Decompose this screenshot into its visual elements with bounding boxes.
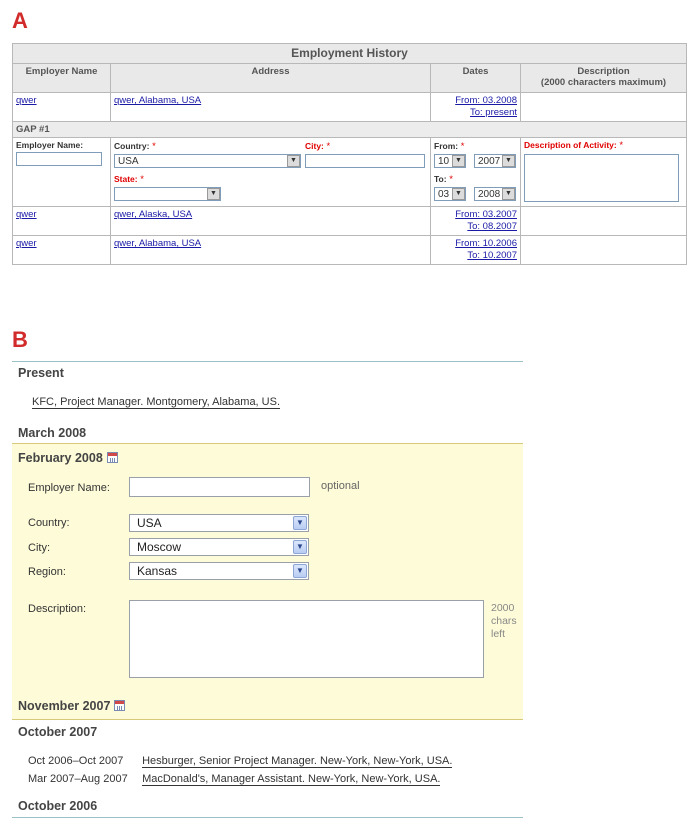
divider	[12, 817, 523, 818]
country-select[interactable]	[129, 514, 309, 532]
gap-employer-label: Employer Name:	[16, 140, 84, 150]
october-2006-title: October 2006	[18, 799, 98, 813]
gap-state-label: State:	[114, 174, 138, 184]
gap-description-textarea[interactable]	[524, 154, 679, 202]
gap-to-year-value: 2008	[478, 189, 501, 200]
gap-to-year-select[interactable]	[474, 187, 516, 201]
country-value: USA	[137, 516, 162, 530]
country-label: Country:	[28, 517, 70, 529]
gap-city-input[interactable]	[305, 154, 425, 168]
chevron-down-icon: ▼	[287, 155, 300, 167]
to-date-link[interactable]: To: present	[470, 107, 517, 118]
divider	[12, 361, 523, 362]
chars-left-count: 2000	[491, 602, 515, 614]
gap-to-month-value: 03	[438, 189, 450, 200]
present-entry[interactable]	[32, 396, 280, 408]
from-date-link[interactable]: From: 10.2006	[455, 238, 517, 249]
employer-name-label: Employer Name:	[28, 482, 110, 494]
panel-a-label: A	[12, 8, 28, 33]
chevron-down-icon: ▼	[293, 540, 307, 554]
gap-from-year-value: 2007	[478, 156, 501, 167]
chevron-down-icon: ▼	[452, 188, 465, 200]
col-dates-header: Dates	[431, 64, 521, 93]
gap-employer-input[interactable]	[16, 152, 102, 166]
employer-link[interactable]: qwer	[16, 95, 37, 106]
february-2008-title	[12, 451, 124, 465]
address-link[interactable]: qwer, Alabama, USA	[114, 95, 202, 106]
gap-to-label: To:	[434, 174, 447, 184]
region-select[interactable]	[129, 562, 309, 580]
chars-left-unit: chars	[491, 615, 517, 627]
city-label: City:	[28, 542, 50, 554]
gap-city-label: City:	[305, 141, 324, 151]
gap-state-select[interactable]	[114, 187, 221, 201]
gap-from-label: From:	[434, 141, 459, 151]
gap-from-year-select[interactable]	[474, 154, 516, 168]
entry-link[interactable]: MacDonald's, Manager Assistant. New-York, New-York, USA.	[142, 773, 441, 785]
required-mark: *	[140, 174, 144, 185]
col-address-header: Address	[111, 64, 431, 93]
march-2008-title: March 2008	[18, 426, 87, 440]
employment-history-table	[12, 43, 687, 265]
description-textarea[interactable]	[129, 600, 484, 678]
gap-to-month-select[interactable]	[434, 187, 466, 201]
chars-left-counter	[491, 602, 517, 641]
gap-country-label: Country:	[114, 141, 150, 151]
panel-b-label: B	[12, 327, 28, 352]
october-2007-title: October 2007	[18, 725, 98, 739]
gap-form-row	[13, 138, 687, 207]
description-cell	[521, 207, 687, 236]
timeline-entry	[28, 773, 440, 785]
required-mark: *	[619, 140, 624, 151]
description-header-label: Description	[577, 66, 630, 77]
description-label: Description:	[28, 603, 87, 615]
employer-name-input[interactable]	[129, 477, 310, 497]
col-description-header	[521, 64, 687, 93]
chevron-down-icon: ▼	[293, 564, 307, 578]
gap-title: GAP #1	[13, 122, 687, 138]
present-entry-link[interactable]: KFC, Project Manager. Montgomery, Alabama, US.	[32, 396, 281, 408]
city-select[interactable]	[129, 538, 309, 556]
entry-date-range: Oct 2006–Oct 2007	[28, 755, 124, 767]
gap-description-label: Description of Activity:	[524, 140, 617, 150]
description-header-note: (2000 characters maximum)	[540, 77, 667, 88]
gap-country-value: USA	[118, 156, 139, 167]
region-value: Kansas	[137, 564, 178, 578]
gap-country-select[interactable]	[114, 154, 301, 168]
required-mark: *	[449, 174, 453, 185]
required-mark: *	[152, 141, 156, 152]
gap-edit-block	[12, 443, 523, 720]
chevron-down-icon: ▼	[293, 516, 307, 530]
employer-link[interactable]: qwer	[16, 238, 37, 249]
description-cell	[521, 236, 687, 265]
employer-link[interactable]: qwer	[16, 209, 37, 220]
address-link[interactable]: qwer, Alaska, USA	[114, 209, 193, 220]
timeline-entry	[28, 755, 452, 767]
region-label: Region:	[28, 566, 66, 578]
gap-from-month-value: 10	[438, 156, 450, 167]
november-2007-title	[12, 699, 131, 713]
calendar-icon[interactable]	[107, 452, 118, 463]
table-row	[13, 93, 687, 122]
from-date-link[interactable]: From: 03.2007	[455, 209, 517, 220]
col-employer-header: Employer Name	[13, 64, 111, 93]
chevron-down-icon: ▼	[452, 155, 465, 167]
to-date-link[interactable]: To: 08.2007	[467, 221, 517, 232]
entry-date-range: Mar 2007–Aug 2007	[28, 773, 128, 785]
gap-from-month-select[interactable]	[434, 154, 466, 168]
from-date-link[interactable]: From: 03.2008	[455, 95, 517, 106]
chars-left-suffix: left	[491, 628, 506, 640]
required-mark: *	[460, 141, 465, 152]
entry-link[interactable]: Hesburger, Senior Project Manager. New-York, New-York, USA.	[142, 755, 453, 767]
present-title: Present	[18, 366, 64, 380]
optional-note: optional	[321, 480, 360, 492]
description-cell	[521, 93, 687, 122]
address-link[interactable]: qwer, Alabama, USA	[114, 238, 202, 249]
chevron-down-icon: ▼	[207, 188, 220, 200]
table-title: Employment History	[13, 44, 687, 64]
to-date-link[interactable]: To: 10.2007	[467, 250, 517, 261]
chevron-down-icon: ▼	[502, 155, 515, 167]
required-mark: *	[326, 141, 331, 152]
november-2007-label: November 2007	[18, 699, 111, 713]
table-row	[13, 207, 687, 236]
calendar-icon[interactable]	[114, 700, 125, 711]
chevron-down-icon: ▼	[502, 188, 515, 200]
city-value: Moscow	[137, 540, 182, 554]
february-2008-label: February 2008	[18, 451, 103, 465]
table-row	[13, 236, 687, 265]
